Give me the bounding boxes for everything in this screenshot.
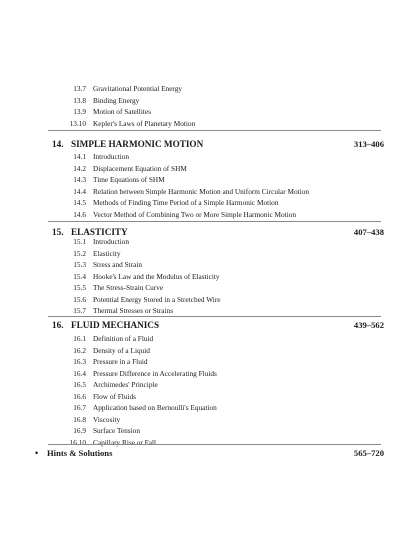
topic-title: Archimedes' Principle <box>93 380 158 389</box>
topic-title: Definition of a Fluid <box>93 334 154 343</box>
chapter-16-heading <box>52 318 384 332</box>
topic-item <box>0 259 416 271</box>
topic-title: Displacement Equation of SHM <box>93 163 187 173</box>
topic-item <box>0 236 416 248</box>
topic-title: Hooke's Law and the Modulus of Elasticity <box>93 271 220 281</box>
topic-item <box>0 345 416 357</box>
chapter-page-range: 439–562 <box>353 320 384 330</box>
chapter-title: ELASTICITY <box>71 227 128 237</box>
topic-title: Surface Tension <box>93 426 140 435</box>
chapter-16-topics <box>0 333 416 448</box>
topic-item <box>0 197 416 209</box>
topic-title: Binding Energy <box>93 95 140 105</box>
topic-title: Pressure in a Fluid <box>93 357 148 366</box>
topic-item <box>0 186 416 198</box>
topic-number: 15.7 <box>73 306 86 315</box>
topic-item <box>0 83 416 95</box>
topic-number: 16.3 <box>73 357 86 366</box>
topic-number: 16.8 <box>73 414 86 424</box>
topic-number: 16.6 <box>73 391 86 401</box>
topic-number: 16.5 <box>73 380 86 389</box>
topic-title: Stress and Strain <box>93 260 143 269</box>
topic-title: Kepler's Laws of Planetary Motion <box>93 118 196 128</box>
topic-number: 13.9 <box>73 107 86 116</box>
topic-number: 13.10 <box>69 118 86 128</box>
chapter-14-topics <box>0 151 416 220</box>
topic-item <box>0 271 416 283</box>
topic-title: Relation between Simple Harmonic Motion and Uniform Circular Motion <box>93 186 310 196</box>
topic-item <box>0 391 416 403</box>
topic-title: Flow of Fluids <box>93 391 136 401</box>
topic-item <box>0 106 416 118</box>
topic-number: 15.4 <box>73 271 86 281</box>
topic-title: Pressure Difference in Accelerating Fluids <box>93 368 217 378</box>
hints-and-solutions-entry <box>35 446 384 460</box>
chapter-14-heading <box>52 137 384 151</box>
topic-item <box>0 368 416 380</box>
topic-title: Time Equations of SHM <box>93 175 165 184</box>
topic-number: 15.6 <box>73 294 86 304</box>
topic-number: 15.1 <box>73 237 86 246</box>
topic-item <box>0 282 416 294</box>
topic-title: Introduction <box>93 152 130 161</box>
chapter-number: 16. <box>52 320 64 330</box>
chapter-13-topics <box>0 83 416 129</box>
topic-title: Methods of Finding Time Period of a Simple Harmonic Motion <box>93 198 279 207</box>
chapter-number: 15. <box>52 227 64 237</box>
topic-title: Introduction <box>93 237 130 246</box>
topic-number: 16.10 <box>69 437 86 447</box>
topic-title: The Stress-Strain Curve <box>93 283 164 292</box>
topic-number: 16.7 <box>73 403 86 412</box>
topic-title: Capillary Rise or Fall <box>93 437 157 447</box>
topic-item <box>0 174 416 186</box>
topic-number: 13.7 <box>73 84 86 93</box>
topic-number: 13.8 <box>73 95 86 105</box>
topic-item <box>0 209 416 221</box>
divider-rule <box>48 316 381 317</box>
chapter-15-topics <box>0 236 416 317</box>
topic-number: 15.3 <box>73 260 86 269</box>
topic-number: 14.2 <box>73 163 86 173</box>
chapter-title: SIMPLE HARMONIC MOTION <box>71 139 204 149</box>
topic-item <box>0 305 416 317</box>
topic-number: 16.2 <box>73 345 86 355</box>
topic-title: Density of a Liquid <box>93 345 150 355</box>
chapter-page-range: 313–406 <box>353 139 384 149</box>
topic-number: 14.5 <box>73 198 86 207</box>
topic-item <box>0 402 416 414</box>
topic-title: Potential Energy Stored in a Stretched Wire <box>93 294 221 304</box>
chapter-title: FLUID MECHANICS <box>71 320 160 330</box>
topic-item <box>0 333 416 345</box>
bullet-icon: • <box>35 448 39 458</box>
topic-item <box>0 379 416 391</box>
topic-title: Viscosity <box>93 414 121 424</box>
topic-title: Thermal Stresses or Strains <box>93 306 174 315</box>
topic-title: Motion of Satellites <box>93 107 151 116</box>
topic-title: Application based on Bernoulli's Equation <box>93 403 217 412</box>
topic-number: 14.6 <box>73 209 86 219</box>
topic-item <box>0 95 416 107</box>
divider-rule <box>48 130 381 131</box>
topic-number: 15.2 <box>73 248 86 258</box>
topic-item <box>0 248 416 260</box>
topic-item <box>0 414 416 426</box>
topic-title: Vector Method of Combining Two or More Simple Harmonic Motion <box>93 209 297 219</box>
divider-rule <box>48 444 381 445</box>
topic-number: 15.5 <box>73 283 86 292</box>
topic-number: 16.4 <box>73 368 86 378</box>
hints-page-range: 565–720 <box>353 448 384 458</box>
topic-title: Elasticity <box>93 248 121 258</box>
chapter-page-range: 407–438 <box>353 227 384 237</box>
topic-item <box>0 425 416 437</box>
topic-item <box>0 118 416 130</box>
topic-item <box>0 151 416 163</box>
divider-rule <box>48 221 381 222</box>
chapter-number: 14. <box>52 139 64 149</box>
topic-number: 14.3 <box>73 175 86 184</box>
topic-item <box>0 163 416 175</box>
topic-number: 14.1 <box>73 152 86 161</box>
topic-title: Gravitational Potential Energy <box>93 84 183 93</box>
hints-title: Hints & Solutions <box>47 448 113 458</box>
topic-number: 16.1 <box>73 334 86 343</box>
topic-item <box>0 356 416 368</box>
topic-number: 16.9 <box>73 426 86 435</box>
topic-number: 14.4 <box>73 186 86 196</box>
topic-item <box>0 294 416 306</box>
